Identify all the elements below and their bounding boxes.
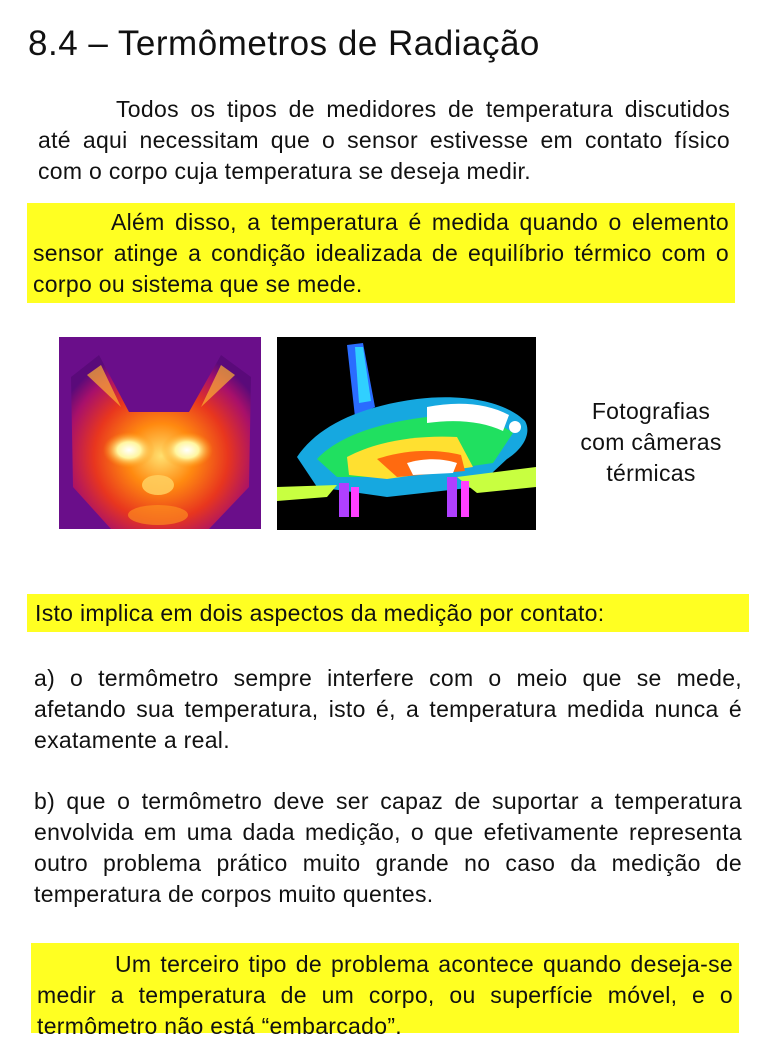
page-title: 8.4 – Termômetros de Radiação <box>28 24 540 63</box>
list-item-b: b) que o termômetro deve ser capaz de suportar a temperatura envolvida em uma dada medição, o que efetivamente representa outro problema prático muito grande no caso da medição de temperatura de corpos muito quentes. <box>34 788 742 907</box>
caption-line: térmicas <box>606 460 696 486</box>
photo-caption <box>548 396 754 489</box>
thermal-photo-cat <box>59 337 261 529</box>
list-item-a: a) o termômetro sempre interfere com o meio que se mede, afetando sua temperatura, isto é, a temperatura medida nunca é exatamente a real. <box>34 665 742 753</box>
highlighted-statement-contact-aspects: Isto implica em dois aspectos da medição por contato: <box>27 594 749 632</box>
caption-line: Fotografias <box>591 398 711 424</box>
paragraph-contact-sensors: Todos os tipos de medidores de temperatura discutidos até aqui necessitam que o sensor estivesse em contato físico com o corpo cuja temperatura se deseja medir. <box>38 96 730 184</box>
caption-line: com câmeras <box>580 429 722 455</box>
thermal-photo-space-shuttle <box>277 337 536 530</box>
highlighted-paragraph-moving-body: Um terceiro tipo de problema acontece quando deseja-se medir a temperatura de um corpo, ou superfície móvel, e o termômetro não está “embarcado”. <box>31 943 739 1033</box>
highlighted-paragraph-thermal-equilibrium: Além disso, a temperatura é medida quando o elemento sensor atinge a condição idealizada de equilíbrio térmico com o corpo ou sistema que se mede. <box>27 203 735 303</box>
